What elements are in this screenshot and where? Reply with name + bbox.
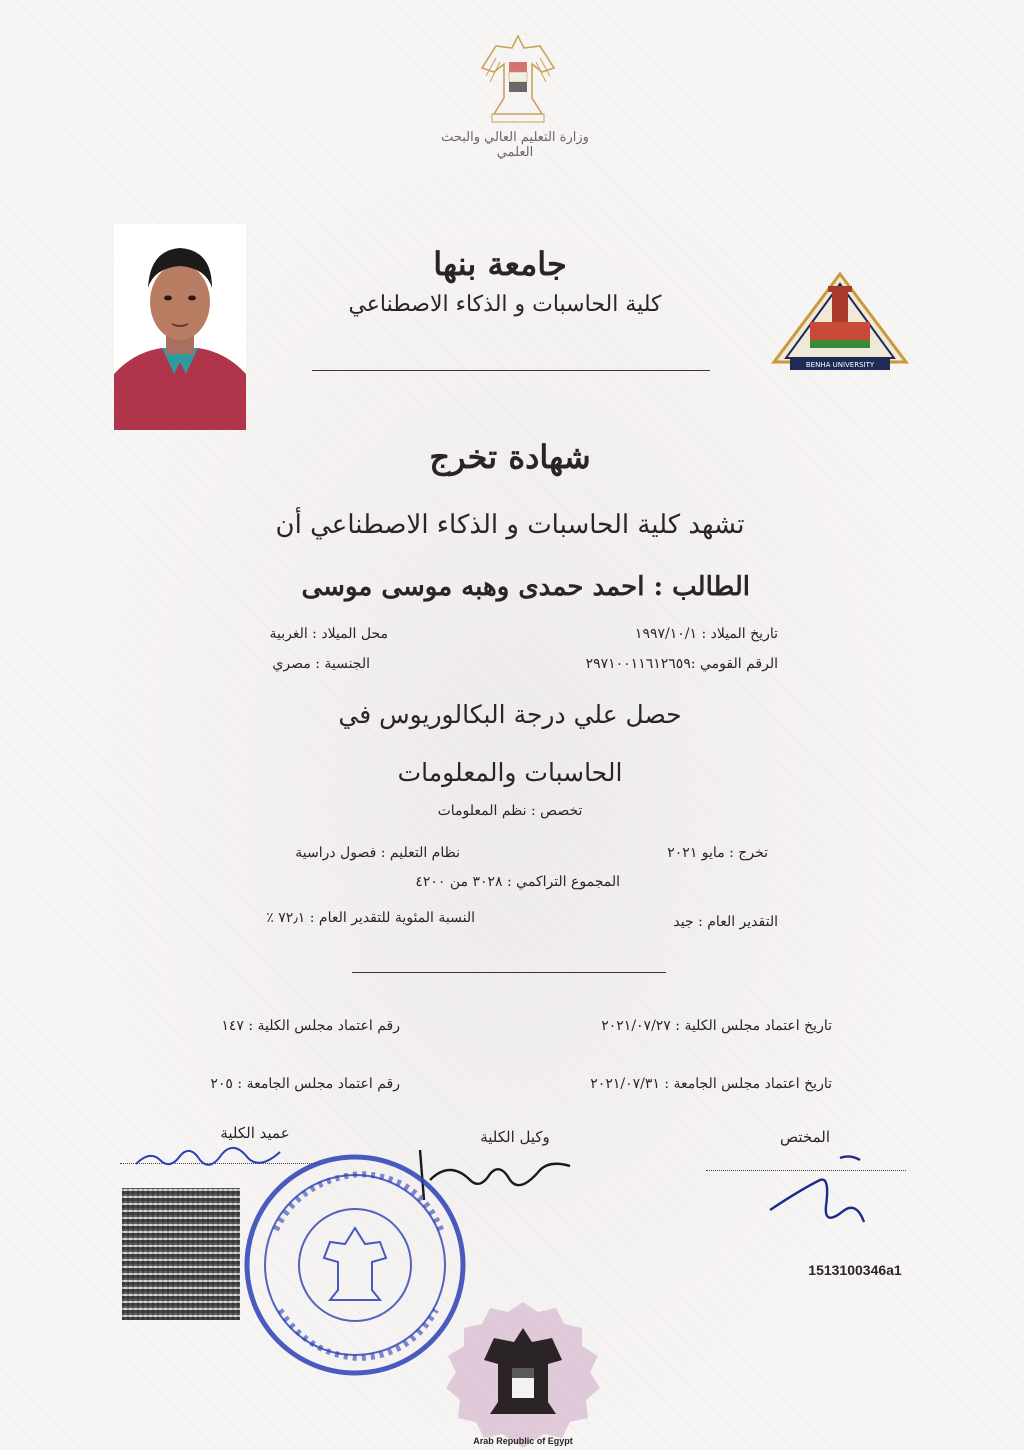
specialization: تخصص : نظم المعلومات xyxy=(437,803,583,819)
faculty-council-number: رقم اعتماد مجلس الكلية : ١٤٧ xyxy=(221,1018,400,1034)
certificate-intro: تشهد كلية الحاسبات و الذكاء الاصطناعي أن xyxy=(275,510,745,540)
seal-text: Arab Republic of Egypt xyxy=(473,1436,573,1446)
degree-statement: حصل علي درجة البكالوريوس في xyxy=(338,700,682,729)
education-system: نظام التعليم : فصول دراسية xyxy=(295,845,460,861)
birth-date: تاريخ الميلاد : ١٩٩٧/١٠/١ xyxy=(634,626,778,642)
birth-place: محل الميلاد : الغربية xyxy=(269,626,388,642)
faculty-name: كلية الحاسبات و الذكاء الاصطناعي xyxy=(348,292,662,317)
faculty-council-date: تاريخ اعتماد مجلس الكلية : ٢٠٢١/٠٧/٢٧ xyxy=(601,1018,832,1034)
university-name: جامعة بنها xyxy=(433,245,567,283)
percentage: النسبة المئوية للتقدير العام : ٧٢٫١ ٪ xyxy=(266,910,475,926)
university-council-number: رقم اعتماد مجلس الجامعة : ٢٠٥ xyxy=(210,1076,400,1092)
body-divider xyxy=(352,972,666,973)
general-grade: التقدير العام : جيد xyxy=(673,914,778,930)
vice-dean-label: وكيل الكلية xyxy=(480,1128,550,1146)
logo-text: BENHA UNIVERSITY xyxy=(805,361,875,369)
faculty-stamp xyxy=(240,1150,470,1380)
dean-label: عميد الكلية xyxy=(220,1124,290,1142)
student-photo xyxy=(114,224,246,430)
university-logo xyxy=(770,270,910,380)
cumulative-total: المجموع التراكمي : ٣٠٢٨ من ٤٢٠٠ xyxy=(415,874,620,890)
major: الحاسبات والمعلومات xyxy=(397,758,623,787)
certificate-title: شهادة تخرج xyxy=(429,438,591,476)
serial-number: 1513100346a1 xyxy=(808,1262,902,1278)
header-divider xyxy=(312,370,710,371)
university-council-date: تاريخ اعتماد مجلس الجامعة : ٢٠٢١/٠٧/٣١ xyxy=(590,1076,832,1092)
nationality: الجنسية : مصري xyxy=(272,656,370,672)
egypt-eagle-emblem xyxy=(476,28,560,128)
ministry-name: وزارة التعليم العالي والبحث العلمي xyxy=(441,130,589,160)
qr-code xyxy=(122,1188,240,1320)
student-name: الطالب : احمد حمدى وهبه موسى موسى xyxy=(301,572,750,602)
national-id: الرقم القومي :٢٩٧١٠٠١١٦١٢٦٥٩ xyxy=(585,656,778,672)
graduation-date: تخرج : مايو ٢٠٢١ xyxy=(667,845,768,861)
official-label: المختص xyxy=(780,1128,830,1146)
official-signature xyxy=(760,1150,880,1240)
egypt-seal xyxy=(438,1298,608,1450)
